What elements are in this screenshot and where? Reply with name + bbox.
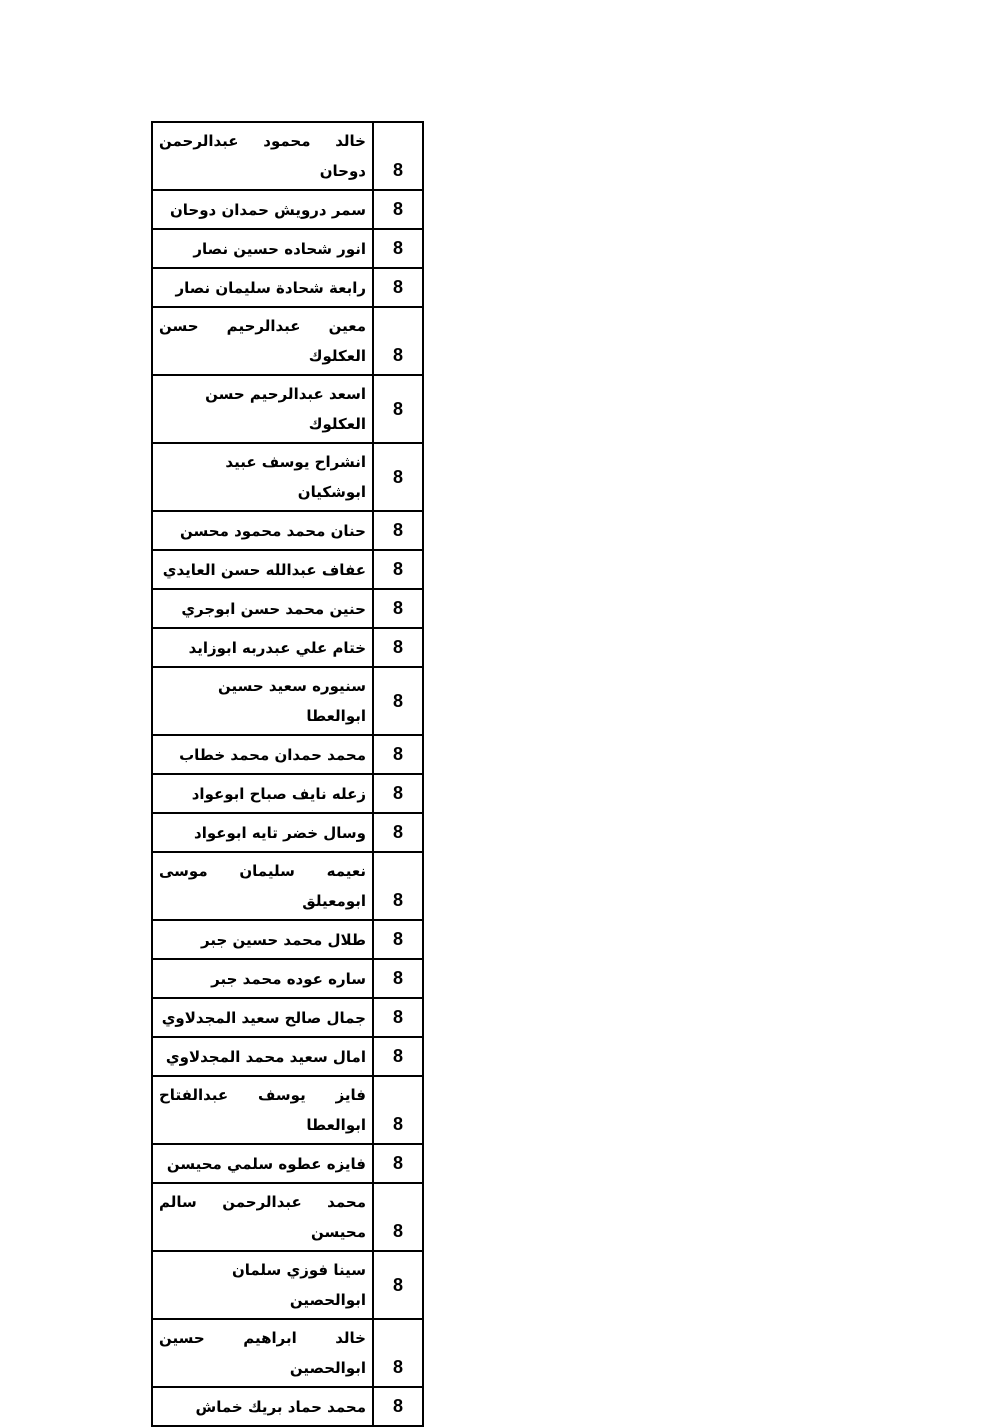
name-cell: فايز يوسف عبدالفتاح ابوالعطا: [152, 1076, 373, 1144]
count-cell: 8: [373, 774, 423, 813]
table-row: [152, 229, 423, 268]
name-cell: وسال خضر تايه ابوعواد: [152, 813, 373, 852]
count-cell: 8: [373, 443, 423, 511]
count-cell: 8: [373, 628, 423, 667]
count-cell: 8: [373, 1037, 423, 1076]
name-cell: طلال محمد حسين جبر: [152, 920, 373, 959]
count-cell: 8: [373, 1251, 423, 1319]
count-cell: 8: [373, 735, 423, 774]
table-row: [152, 307, 423, 375]
name-cell: سينا فوزي سلمان ابوالحصين: [152, 1251, 373, 1319]
name-cell: معين عبدالرحيم حسن العكلوك: [152, 307, 373, 375]
count-cell: 8: [373, 959, 423, 998]
table-row: [152, 628, 423, 667]
name-cell: حنان محمد محمود محسن: [152, 511, 373, 550]
table-row: [152, 375, 423, 443]
name-cell: انشراح يوسف عبيد ابوشكيان: [152, 443, 373, 511]
name-cell: خالد محمود عبدالرحمن دوحان: [152, 122, 373, 190]
table-row: [152, 735, 423, 774]
count-cell: 8: [373, 667, 423, 735]
table-row: [152, 268, 423, 307]
name-cell: فايزه عطوه سلمي محيسن: [152, 1144, 373, 1183]
table-row: [152, 1183, 423, 1251]
name-cell: امال سعيد محمد المجدلاوي: [152, 1037, 373, 1076]
table-row: [152, 1319, 423, 1387]
table-row: [152, 920, 423, 959]
count-cell: 8: [373, 1387, 423, 1426]
roster-table-body: [152, 122, 423, 1426]
count-cell: 8: [373, 852, 423, 920]
table-row: [152, 852, 423, 920]
count-cell: 8: [373, 190, 423, 229]
table-row: [152, 190, 423, 229]
count-cell: 8: [373, 229, 423, 268]
name-cell: سنيوره سعيد حسين ابوالعطا: [152, 667, 373, 735]
count-cell: 8: [373, 1144, 423, 1183]
table-row: [152, 443, 423, 511]
table-row: [152, 813, 423, 852]
name-cell: اسعد عبدالرحيم حسن العكلوك: [152, 375, 373, 443]
count-cell: 8: [373, 122, 423, 190]
name-cell: سمر درويش حمدان دوحان: [152, 190, 373, 229]
table-row: [152, 1037, 423, 1076]
name-cell: خالد ابراهيم حسين ابوالحصين: [152, 1319, 373, 1387]
count-cell: 8: [373, 375, 423, 443]
count-cell: 8: [373, 1183, 423, 1251]
table-row: [152, 774, 423, 813]
roster-table: [151, 121, 424, 1427]
name-cell: جمال صالح سعيد المجدلاوي: [152, 998, 373, 1037]
name-cell: انور شحاده حسين نصار: [152, 229, 373, 268]
name-cell: رابعة شحادة سليمان نصار: [152, 268, 373, 307]
count-cell: 8: [373, 268, 423, 307]
table-row: [152, 667, 423, 735]
name-cell: حنين محمد حسن ابوجري: [152, 589, 373, 628]
count-cell: 8: [373, 307, 423, 375]
count-cell: 8: [373, 589, 423, 628]
table-row: [152, 511, 423, 550]
table-row: [152, 589, 423, 628]
name-cell: ختام علي عبدربه ابوزايد: [152, 628, 373, 667]
count-cell: 8: [373, 813, 423, 852]
table-row: [152, 1076, 423, 1144]
name-cell: محمد عبدالرحمن سالم محيسن: [152, 1183, 373, 1251]
count-cell: 8: [373, 511, 423, 550]
count-cell: 8: [373, 920, 423, 959]
table-row: [152, 1251, 423, 1319]
name-cell: زعله نايف صباح ابوعواد: [152, 774, 373, 813]
count-cell: 8: [373, 1319, 423, 1387]
name-cell: محمد حماد بريك خماش: [152, 1387, 373, 1426]
name-cell: عفاف عبدالله حسن العايدي: [152, 550, 373, 589]
name-cell: ساره عوده محمد جبر: [152, 959, 373, 998]
count-cell: 8: [373, 998, 423, 1037]
table-row: [152, 1144, 423, 1183]
table-row: [152, 122, 423, 190]
table-row: [152, 959, 423, 998]
name-cell: محمد حمدان محمد خطاب: [152, 735, 373, 774]
table-row: [152, 998, 423, 1037]
table-row: [152, 550, 423, 589]
count-cell: 8: [373, 550, 423, 589]
count-cell: 8: [373, 1076, 423, 1144]
name-cell: نعيمه سليمان موسى ابومعيلق: [152, 852, 373, 920]
table-row: [152, 1387, 423, 1426]
